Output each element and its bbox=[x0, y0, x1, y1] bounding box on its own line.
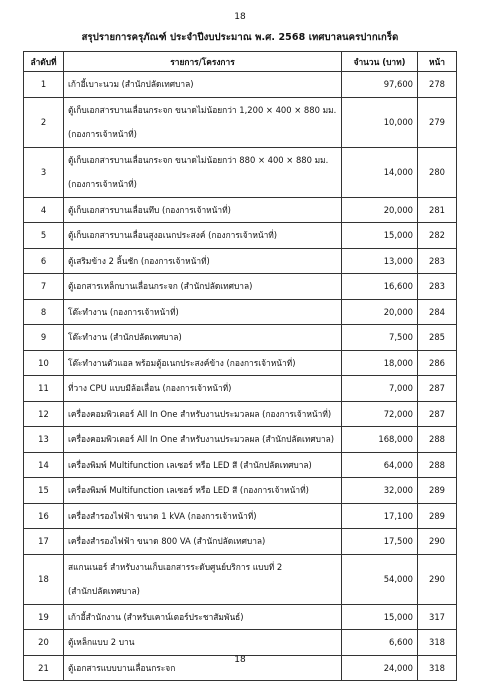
table-row bbox=[24, 325, 457, 351]
row-number: 4 bbox=[24, 197, 64, 223]
row-amount: 14,000 bbox=[342, 147, 418, 197]
row-item-line: เครื่องสำรองไฟฟ้า ขนาด 800 VA (สำนักปลัดเทศบาล) bbox=[68, 536, 266, 547]
row-item bbox=[64, 72, 342, 98]
row-item bbox=[64, 529, 342, 555]
row-amount: 20,000 bbox=[342, 197, 418, 223]
row-item-line: ตู้เก็บเอกสารบานเลื่อนทึบ (กองการเจ้าหน้าที่) bbox=[68, 204, 231, 215]
row-item bbox=[64, 503, 342, 529]
row-item bbox=[64, 325, 342, 351]
table-row bbox=[24, 274, 457, 300]
row-item-line: ตู้เสริมข้าง 2 ลิ้นชัก (กองการเจ้าหน้าที่) bbox=[68, 255, 210, 266]
row-amount: 97,600 bbox=[342, 72, 418, 98]
table-row bbox=[24, 503, 457, 529]
row-page: 282 bbox=[418, 223, 457, 249]
row-amount: 6,600 bbox=[342, 630, 418, 656]
row-page: 283 bbox=[418, 274, 457, 300]
row-page: 318 bbox=[418, 630, 457, 656]
row-number: 5 bbox=[24, 223, 64, 249]
row-item bbox=[64, 376, 342, 402]
table-row bbox=[24, 147, 457, 197]
row-item-line: (กองการเจ้าหน้าที่) bbox=[68, 129, 137, 139]
table-row bbox=[24, 197, 457, 223]
row-item bbox=[64, 478, 342, 504]
row-number: 16 bbox=[24, 503, 64, 529]
table-row bbox=[24, 376, 457, 402]
row-amount: 54,000 bbox=[342, 554, 418, 604]
row-item-line: ตู้เหล็กแบบ 2 บาน bbox=[68, 637, 135, 648]
row-number: 2 bbox=[24, 97, 64, 147]
row-number: 6 bbox=[24, 248, 64, 274]
row-item-line: เครื่องพิมพ์ Multifunction เลเซอร์ หรือ LED สี (สำนักปลัดเทศบาล) bbox=[68, 459, 312, 470]
row-item-line: เครื่องคอมพิวเตอร์ All In One สำหรับงานประมวลผล (กองการเจ้าหน้าที่) bbox=[68, 408, 332, 419]
row-item-line: ที่วาง CPU แบบมีล้อเลื่อน (กองการเจ้าหน้าที่) bbox=[68, 383, 232, 394]
row-amount: 18,000 bbox=[342, 350, 418, 376]
row-amount: 24,000 bbox=[342, 655, 418, 681]
row-page: 286 bbox=[418, 350, 457, 376]
row-item-line: โต๊ะทำงานตัวแอล พร้อมตู้อเนกประสงค์ข้าง (กองการเจ้าหน้าที่) bbox=[68, 357, 296, 368]
table-body bbox=[24, 72, 457, 681]
row-page: 287 bbox=[418, 401, 457, 427]
header-item: รายการ/โครงการ bbox=[64, 52, 342, 72]
row-item bbox=[64, 350, 342, 376]
header-page: หน้า bbox=[418, 52, 457, 72]
row-amount: 20,000 bbox=[342, 299, 418, 325]
row-number: 11 bbox=[24, 376, 64, 402]
row-item-line: เก้าอี้สำนักงาน (สำหรับเคาน์เตอร์ประชาสัมพันธ์) bbox=[68, 611, 244, 622]
row-item-line: ตู้เอกสารแบบบานเลื่อนกระจก bbox=[68, 662, 176, 673]
row-item-line: (กองการเจ้าหน้าที่) bbox=[68, 179, 137, 189]
row-number: 8 bbox=[24, 299, 64, 325]
table-row bbox=[24, 554, 457, 604]
row-item bbox=[64, 427, 342, 453]
row-page: 285 bbox=[418, 325, 457, 351]
row-item bbox=[64, 452, 342, 478]
row-number: 7 bbox=[24, 274, 64, 300]
equipment-summary-table bbox=[23, 51, 457, 681]
header-amount: จำนวน (บาท) bbox=[342, 52, 418, 72]
row-amount: 17,100 bbox=[342, 503, 418, 529]
row-amount: 15,000 bbox=[342, 223, 418, 249]
row-page: 290 bbox=[418, 554, 457, 604]
row-amount: 10,000 bbox=[342, 97, 418, 147]
row-page: 281 bbox=[418, 197, 457, 223]
row-number: 1 bbox=[24, 72, 64, 98]
row-item-line: เครื่องพิมพ์ Multifunction เลเซอร์ หรือ LED สี (กองการเจ้าหน้าที่) bbox=[68, 485, 309, 496]
row-page: 278 bbox=[418, 72, 457, 98]
table-row bbox=[24, 72, 457, 98]
row-item-line: ตู้เก็บเอกสารบานเลื่อนกระจก ขนาดไม่น้อยกว่า 880 × 400 × 880 มม. bbox=[68, 155, 329, 165]
row-item bbox=[64, 401, 342, 427]
row-amount: 168,000 bbox=[342, 427, 418, 453]
row-item bbox=[64, 554, 342, 604]
row-item bbox=[64, 97, 342, 147]
row-number: 15 bbox=[24, 478, 64, 504]
row-item-line: โต๊ะทำงาน (กองการเจ้าหน้าที่) bbox=[68, 306, 179, 317]
page-number-bottom: 18 bbox=[234, 655, 246, 665]
table-row bbox=[24, 478, 457, 504]
row-item bbox=[64, 274, 342, 300]
table-row bbox=[24, 299, 457, 325]
row-page: 289 bbox=[418, 478, 457, 504]
header-no: ลำดับที่ bbox=[24, 52, 64, 72]
row-number: 3 bbox=[24, 147, 64, 197]
row-page: 284 bbox=[418, 299, 457, 325]
row-number: 20 bbox=[24, 630, 64, 656]
row-page: 317 bbox=[418, 604, 457, 630]
row-amount: 72,000 bbox=[342, 401, 418, 427]
row-page: 283 bbox=[418, 248, 457, 274]
row-item-line: โต๊ะทำงาน (สำนักปลัดเทศบาล) bbox=[68, 332, 182, 343]
row-number: 10 bbox=[24, 350, 64, 376]
row-page: 280 bbox=[418, 147, 457, 197]
row-page: 289 bbox=[418, 503, 457, 529]
row-amount: 32,000 bbox=[342, 478, 418, 504]
page-number-top: 18 bbox=[234, 12, 246, 22]
row-amount: 16,600 bbox=[342, 274, 418, 300]
row-item bbox=[64, 604, 342, 630]
row-number: 17 bbox=[24, 529, 64, 555]
row-number: 21 bbox=[24, 655, 64, 681]
table-row bbox=[24, 97, 457, 147]
table-row bbox=[24, 452, 457, 478]
row-page: 288 bbox=[418, 452, 457, 478]
row-item-line: เครื่องคอมพิวเตอร์ All In One สำหรับงานประมวลผล (สำนักปลัดเทศบาล) bbox=[68, 434, 335, 445]
row-item bbox=[64, 299, 342, 325]
row-page: 287 bbox=[418, 376, 457, 402]
row-item-line: เครื่องสำรองไฟฟ้า ขนาด 1 kVA (กองการเจ้าหน้าที่) bbox=[68, 510, 257, 521]
row-number: 18 bbox=[24, 554, 64, 604]
row-item bbox=[64, 248, 342, 274]
table-row bbox=[24, 630, 457, 656]
row-item bbox=[64, 147, 342, 197]
row-page: 318 bbox=[418, 655, 457, 681]
row-item bbox=[64, 630, 342, 656]
row-amount: 7,500 bbox=[342, 325, 418, 351]
row-amount: 13,000 bbox=[342, 248, 418, 274]
row-item-line: ตู้เอกสารเหล็กบานเลื่อนกระจก (สำนักปลัดเทศบาล) bbox=[68, 281, 253, 292]
row-page: 290 bbox=[418, 529, 457, 555]
row-number: 12 bbox=[24, 401, 64, 427]
row-item bbox=[64, 197, 342, 223]
row-amount: 17,500 bbox=[342, 529, 418, 555]
row-number: 14 bbox=[24, 452, 64, 478]
table-row bbox=[24, 604, 457, 630]
row-amount: 7,000 bbox=[342, 376, 418, 402]
row-item-line: สแกนเนอร์ สำหรับงานเก็บเอกสารระดับศูนย์บริการ แบบที่ 2 bbox=[68, 562, 283, 572]
row-item-line: (สำนักปลัดเทศบาล) bbox=[68, 586, 140, 596]
row-number: 19 bbox=[24, 604, 64, 630]
row-page: 279 bbox=[418, 97, 457, 147]
row-amount: 64,000 bbox=[342, 452, 418, 478]
row-number: 9 bbox=[24, 325, 64, 351]
row-amount: 15,000 bbox=[342, 604, 418, 630]
row-item-line: ตู้เก็บเอกสารบานเลื่อนสูงอเนกประสงค์ (กองการเจ้าหน้าที่) bbox=[68, 230, 278, 241]
table-row bbox=[24, 248, 457, 274]
row-page: 288 bbox=[418, 427, 457, 453]
row-number: 13 bbox=[24, 427, 64, 453]
table-row bbox=[24, 427, 457, 453]
table-header-row bbox=[24, 52, 457, 72]
row-item-line: เก้าอี้เบาะนวม (สำนักปลัดเทศบาล) bbox=[68, 79, 194, 90]
row-item bbox=[64, 223, 342, 249]
table-row bbox=[24, 350, 457, 376]
table-row bbox=[24, 529, 457, 555]
document-title: สรุปรายการครุภัณฑ์ ประจำปีงบประมาณ พ.ศ. 2568 เทศบาลนครปากเกร็ด bbox=[81, 32, 399, 43]
table-row bbox=[24, 401, 457, 427]
row-item-line: ตู้เก็บเอกสารบานเลื่อนกระจก ขนาดไม่น้อยกว่า 1,200 × 400 × 880 มม. bbox=[68, 105, 337, 115]
table-row bbox=[24, 223, 457, 249]
